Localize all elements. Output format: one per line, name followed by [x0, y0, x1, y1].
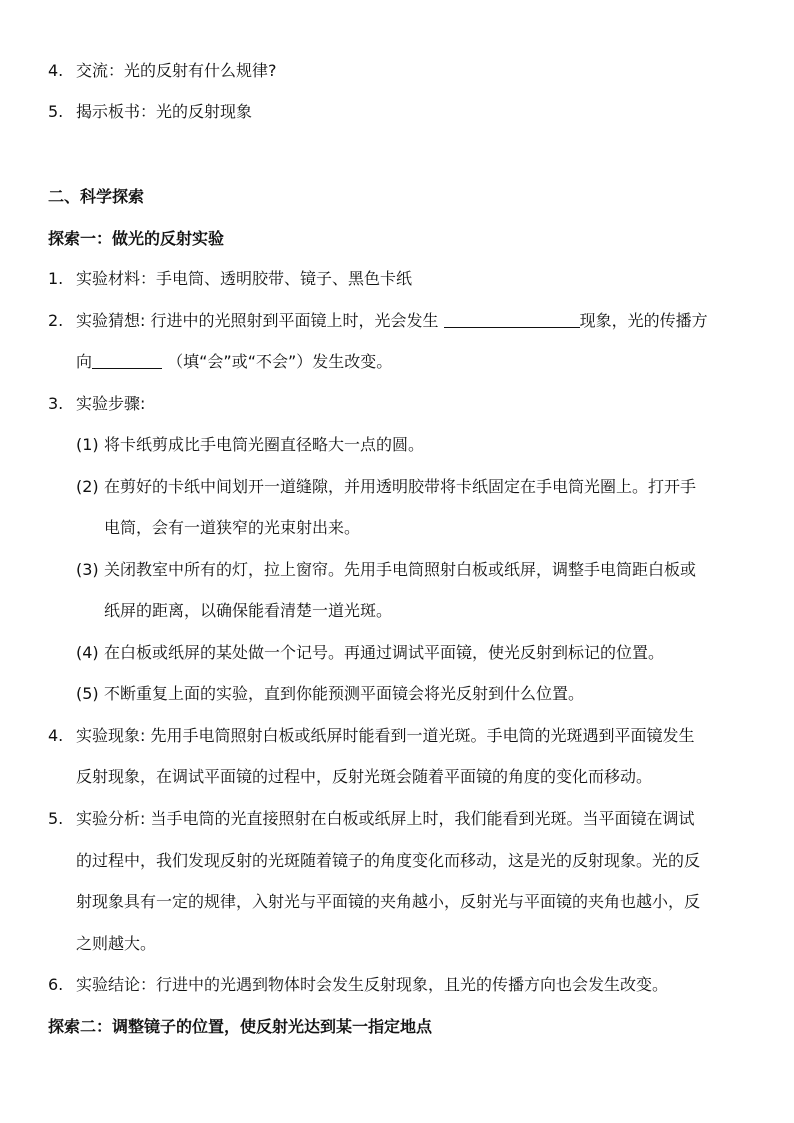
guess-text-3: 向 — [76, 352, 93, 371]
item-text: 之则越大。 — [76, 934, 157, 953]
step-number: (5) — [76, 684, 99, 703]
step-text: 电筒，会有一道狭窄的光束射出来。 — [104, 518, 361, 537]
step-number: (2) — [76, 477, 99, 496]
item-text — [76, 351, 392, 373]
item-text: 揭示板书：光的反射现象 — [76, 102, 253, 121]
item-number: 4. — [48, 61, 64, 80]
item-text: 的过程中，我们发现反射的光斑随着镜子的角度变化而移动，这是光的反射现象。光的反 — [76, 851, 701, 870]
item-text: 实验现象: 先用手电筒照射白板或纸屏时能看到一道光斑。手电筒的光斑遇到平面镜发生 — [76, 726, 695, 745]
guess-text-1: 实验猜想: 行进中的光照射到平面镜上时，光会发生 — [76, 311, 439, 330]
item-number: 6. — [48, 975, 64, 994]
item-text: 实验材料：手电筒、透明胶带、镜子、黑色卡纸 — [76, 269, 413, 288]
item-number: 5. — [48, 809, 64, 828]
item-text: 交流：光的反射有什么规律? — [76, 61, 277, 80]
section-title: 二、科学探索 — [48, 187, 145, 206]
item-text: 射现象具有一定的规律，入射光与平面镜的夹角越小，反射光与平面镜的夹角也越小，反 — [76, 892, 701, 911]
item-number: 5. — [48, 102, 64, 121]
step-number: (3) — [76, 560, 99, 579]
step-number: (4) — [76, 643, 99, 662]
item-number: 3. — [48, 394, 64, 413]
item-number: 4. — [48, 726, 64, 745]
answer-blank[interactable] — [444, 311, 580, 328]
step-text: 在白板或纸屏的某处做一个记号。再通过调试平面镜，使光反射到标记的位置。 — [104, 643, 665, 662]
step-text: 在剪好的卡纸中间划开一道缝隙，并用透明胶带将卡纸固定在手电筒光圈上。打开手 — [104, 477, 697, 496]
step-text: 纸屏的距离，以确保能看清楚一道光斑。 — [104, 601, 393, 620]
item-text: 实验结论：行进中的光遇到物体时会发生反射现象，且光的传播方向也会发生改变。 — [76, 975, 669, 994]
guess-text-2: 现象，光的传播方 — [579, 311, 708, 330]
item-text: 实验分析: 当手电筒的光直接照射在白板或纸屏上时，我们能看到光斑。当平面镜在调试 — [76, 809, 695, 828]
item-text: 实验步骤: — [76, 394, 146, 413]
item-text — [76, 310, 708, 332]
step-text: 关闭教室中所有的灯，拉上窗帘。先用手电筒照射白板或纸屏，调整手电筒距白板或 — [104, 560, 697, 579]
explore2-title: 探索二：调整镜子的位置，使反射光达到某一指定地点 — [48, 1017, 433, 1036]
item-text: 反射现象，在调试平面镜的过程中，反射光斑会随着平面镜的角度的变化而移动。 — [76, 767, 653, 786]
answer-blank[interactable] — [92, 352, 162, 369]
item-number: 2. — [48, 311, 64, 330]
step-number: (1) — [76, 435, 99, 454]
item-number: 1. — [48, 269, 64, 288]
guess-text-4: （填“会”或“不会”）发生改变。 — [167, 352, 393, 371]
explore1-title: 探索一：做光的反射实验 — [48, 229, 225, 248]
step-text: 不断重复上面的实验，直到你能预测平面镜会将光反射到什么位置。 — [104, 684, 585, 703]
step-text: 将卡纸剪成比手电筒光圈直径略大一点的圆。 — [104, 435, 425, 454]
